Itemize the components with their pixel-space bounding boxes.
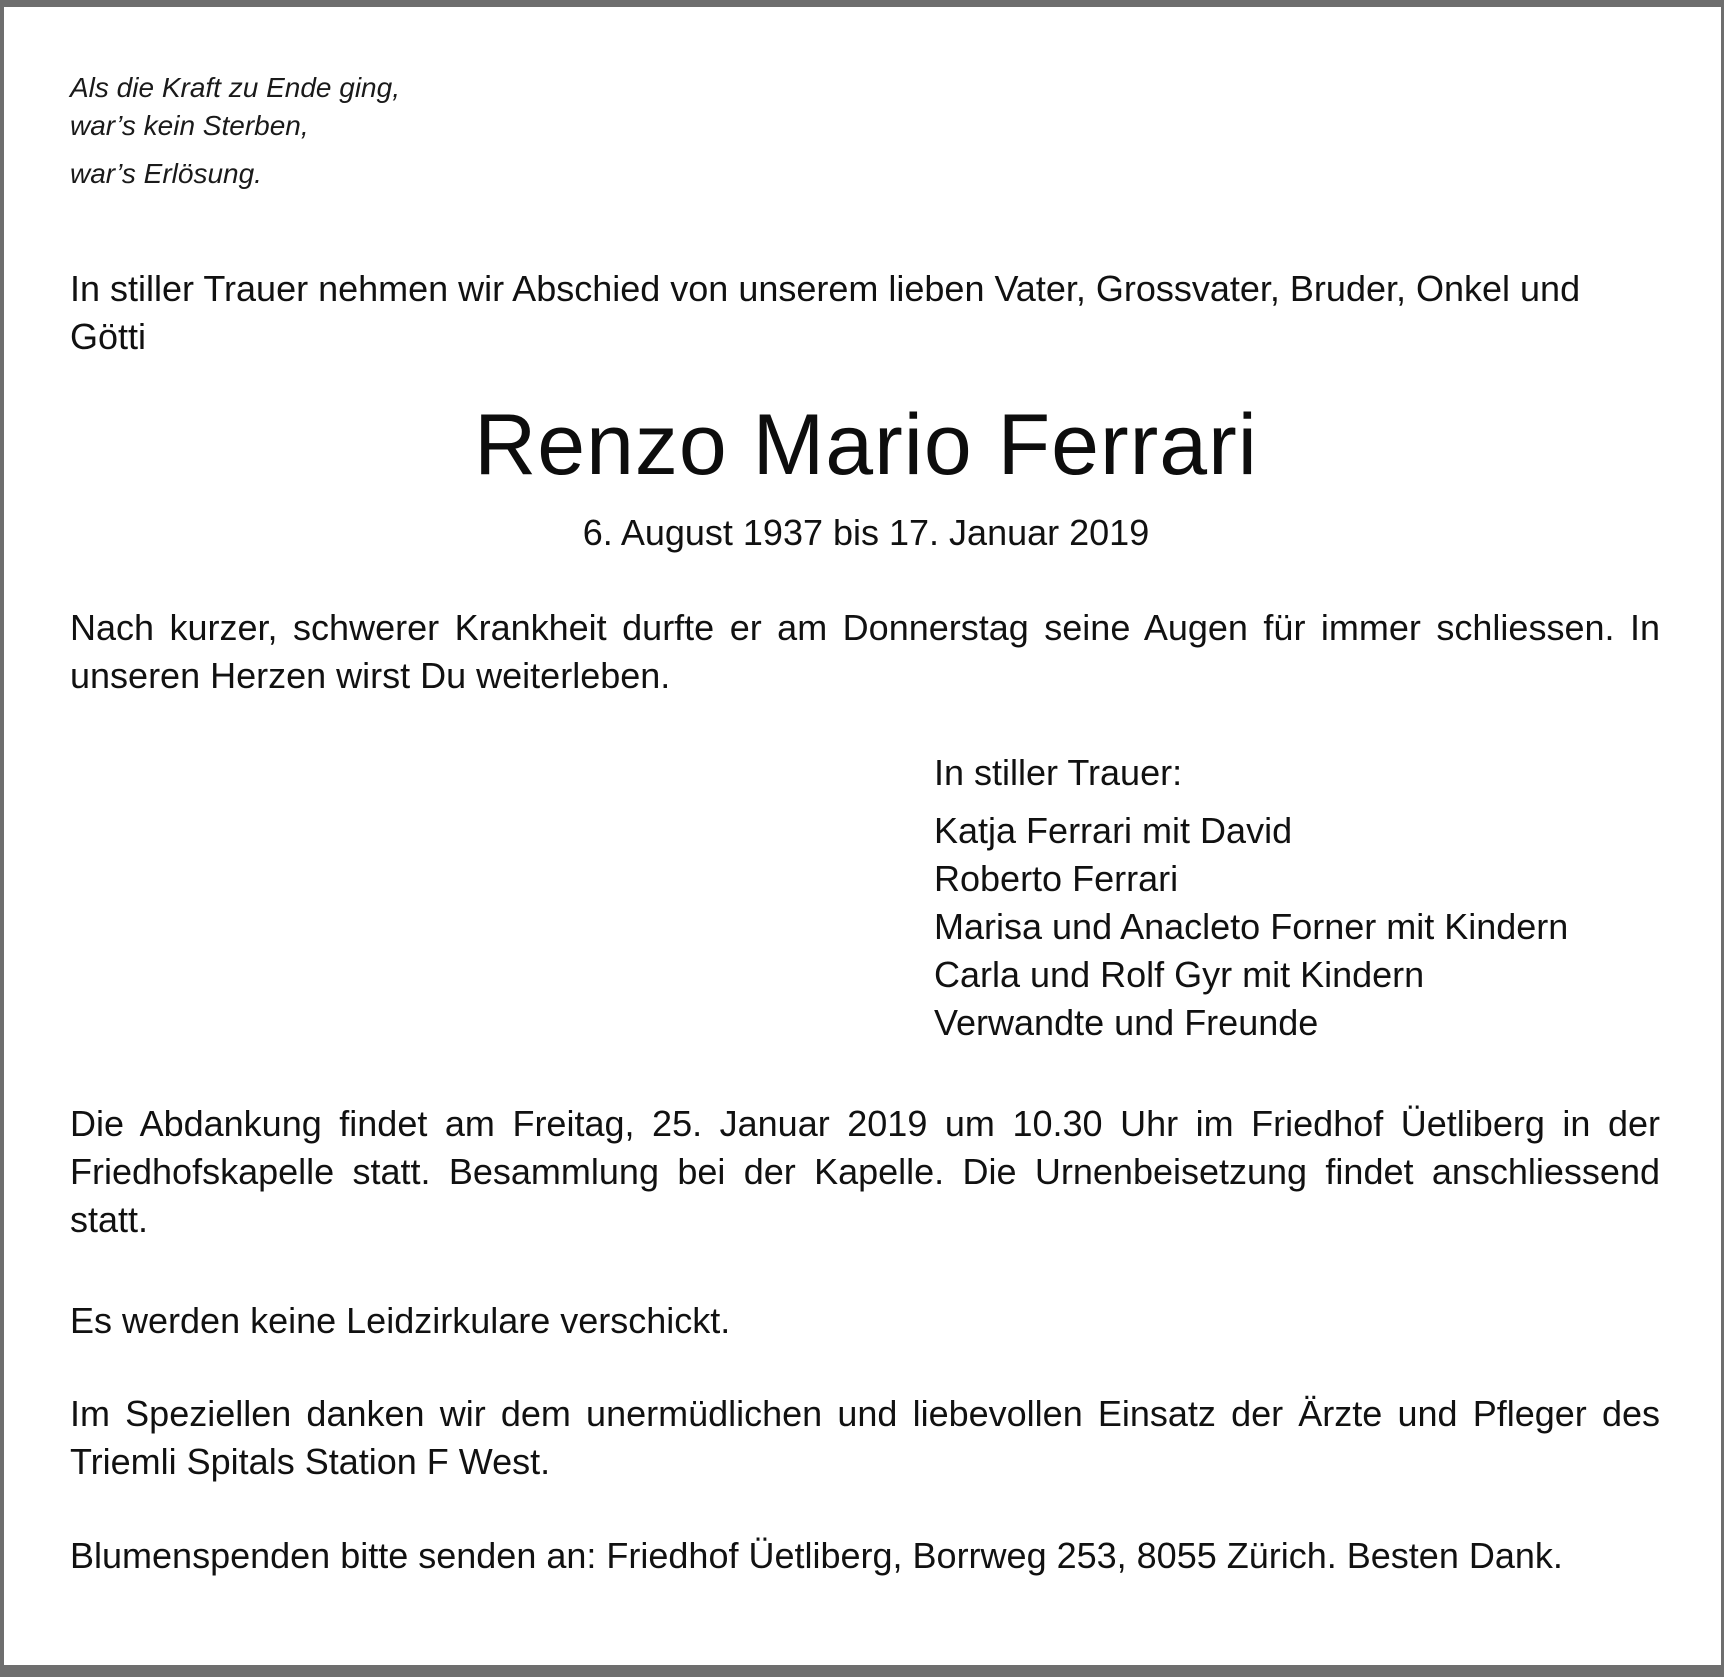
deceased-name: Renzo Mario Ferrari xyxy=(474,397,1258,493)
mourners-heading: In stiller Trauer: xyxy=(934,752,1183,793)
illness-text: Nach kurzer, schwerer Krankheit durfte er am Donnerstag seine Augen für immer schliessen. In unseren Herzen wirst Du weiterleben. xyxy=(70,607,1660,696)
circulars-text: Es werden keine Leidzirkulare verschickt. xyxy=(70,1300,731,1341)
intro-text: In stiller Trauer nehmen wir Abschied von unserem lieben Vater, Grossvater, Bruder, Onkel und Götti xyxy=(70,268,1581,357)
life-dates: 6. August 1937 bis 17. Januar 2019 xyxy=(582,512,1150,553)
motto-line: Als die Kraft zu Ende ging, xyxy=(70,72,400,103)
flowers-text: Blumenspenden bitte senden an: Friedhof Üetliberg, Borrweg 253, 8055 Zürich. Besten Dank. xyxy=(70,1535,1563,1576)
mourner-name: Roberto Ferrari xyxy=(934,858,1179,899)
mourner-name: Verwandte und Freunde xyxy=(934,1002,1319,1043)
mourners-list xyxy=(934,749,1568,1047)
thanks-text: Im Speziellen danken wir dem unermüdlichen und liebevollen Einsatz der Ärzte und Pfleger des Triemli Spitals Station F West. xyxy=(70,1393,1660,1482)
mourner-name: Marisa und Anacleto Forner mit Kindern xyxy=(934,906,1569,947)
mourner-name: Carla und Rolf Gyr mit Kindern xyxy=(934,954,1425,995)
ceremony-text: Die Abdankung findet am Freitag, 25. Januar 2019 um 10.30 Uhr im Friedhof Üetliberg in der Friedhofskapelle statt. Besammlung bei der Kapelle. Die Urnenbeisetzung findet anschliessend statt. xyxy=(70,1103,1660,1240)
motto-verse xyxy=(70,69,400,193)
motto-line: war’s Erlösung. xyxy=(70,158,262,189)
mourner-name: Katja Ferrari mit David xyxy=(934,810,1293,851)
motto-line: war’s kein Sterben, xyxy=(70,110,309,141)
